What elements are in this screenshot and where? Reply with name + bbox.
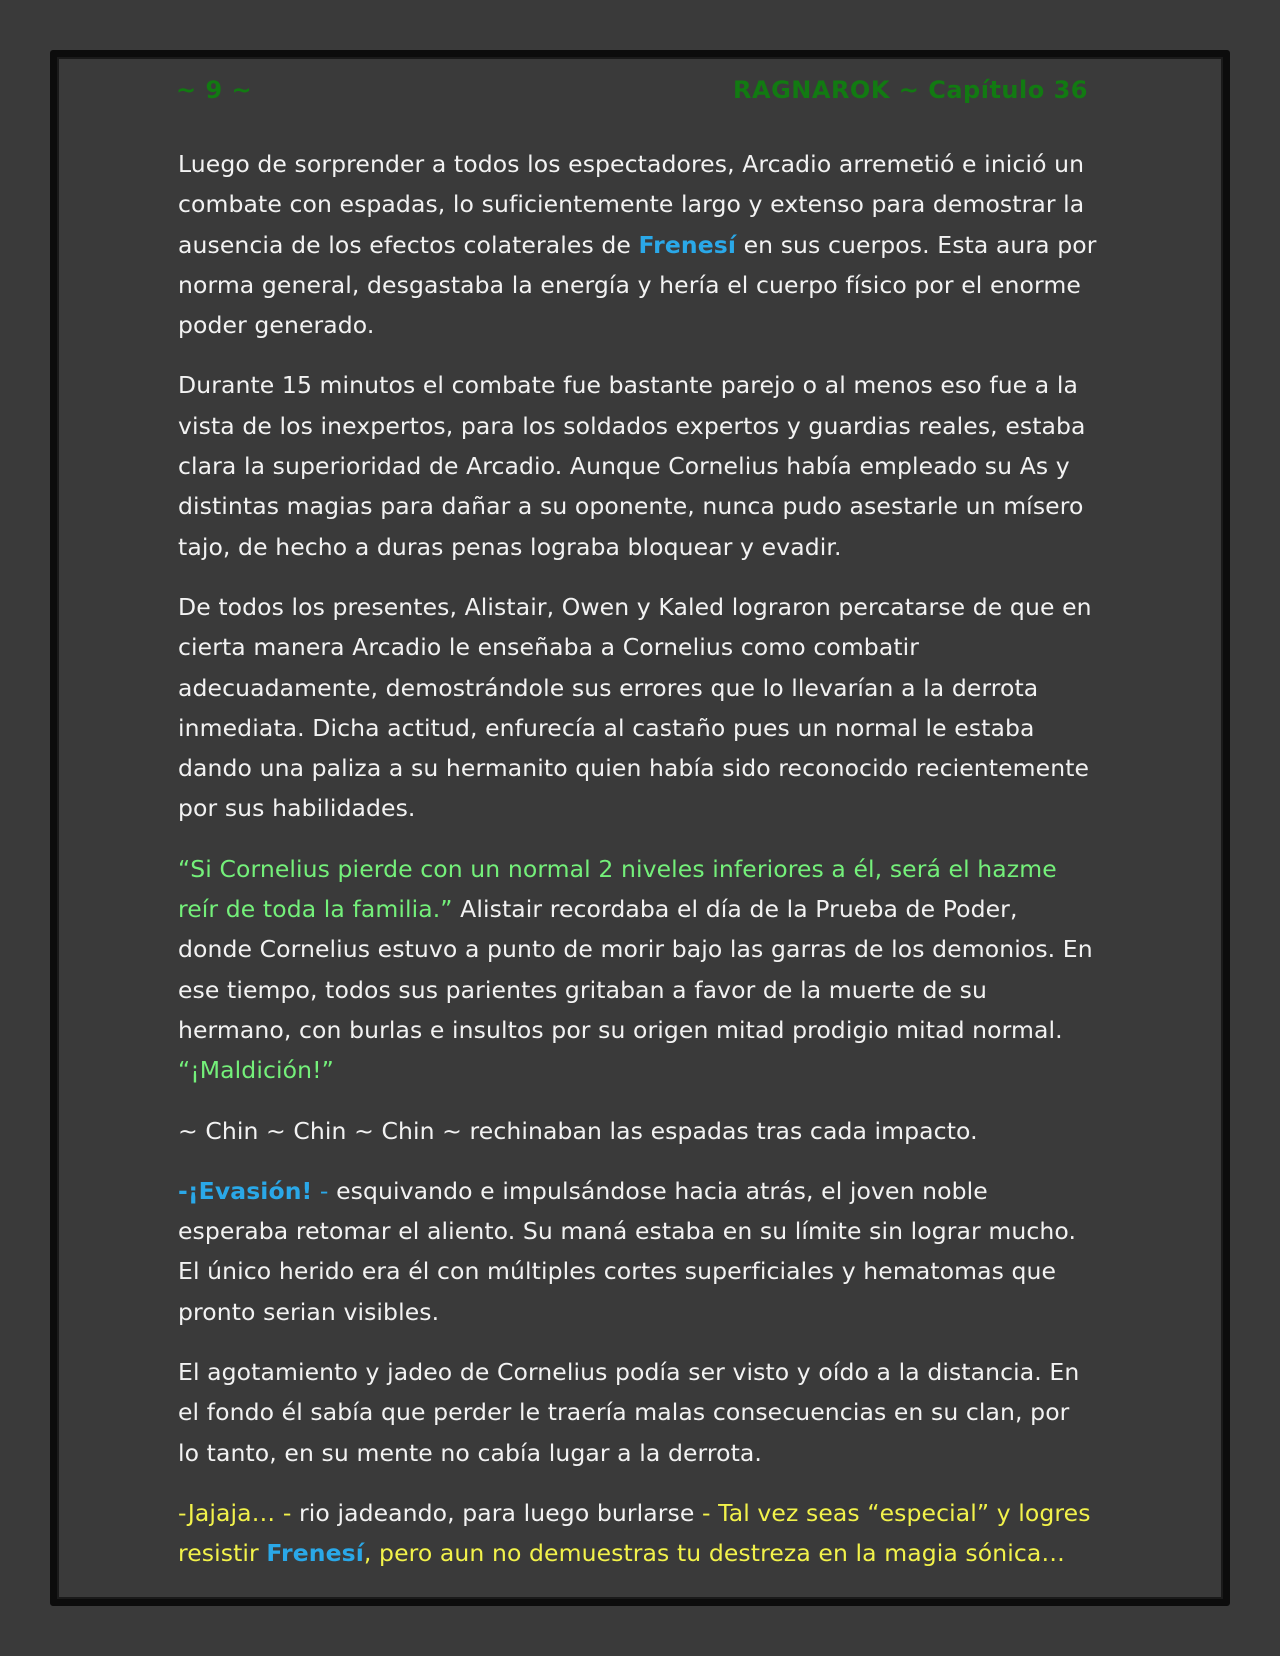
text-span: De todos los presentes, Alistair, Owen y Kaled lograron percatarse de que en cierta manera Arcadio le enseñaba a Cornelius como combatir adecuadamente, demostrándole sus errores que lo llevarían a la derrota inmediata. Dicha actitud, enfurecía al castaño pues un normal le estaba dando una paliza a su hermanito quien había sido reconocido recientemente por sus habilidades. xyxy=(178,592,1092,823)
page-header xyxy=(176,76,1088,116)
chapter-title: RAGNAROK ~ Capítulo 36 xyxy=(733,76,1088,104)
text-span: en sus cuerpos. Esta aura por norma general, desgastaba la energía y hería el cuerpo físico por el enorme poder generado. xyxy=(178,230,1097,340)
text-span: Durante 15 minutos el combate fue bastante parejo o al menos eso fue a la vista de los inexpertos, para los soldados expertos y guardias reales, estaba clara la superioridad de Arcadio. Aunque Cornelius había empleado su As y distintas magias para dañar a su oponente, nunca pudo asestarle un mísero tajo, de hecho a duras penas lograba bloquear y evadir. xyxy=(178,371,1086,561)
spell-evasion: -¡Evasión! xyxy=(178,1176,313,1205)
page-number: ~ 9 ~ xyxy=(176,76,253,104)
paragraph-2 xyxy=(178,365,1098,566)
paragraph-7 xyxy=(178,1352,1098,1473)
dialogue-taunt-end: , pero aun no demuestras tu destreza en la magia sónica… xyxy=(363,1539,1065,1568)
thought-exclamation: “¡Maldición!” xyxy=(178,1056,334,1085)
text-span: esquivando e impulsándose hacia atrás, el joven noble esperaba retomar el aliento. Su maná estaba en su límite sin lograr mucho. El único herido era él con múltiples cortes superficiales y hematomas que pronto serian visibles. xyxy=(178,1176,1077,1326)
paragraph-3 xyxy=(178,587,1098,829)
highlight-frenesi: Frenesí xyxy=(266,1539,364,1568)
text-span: ~ Chin ~ Chin ~ Chin ~ rechinaban las espadas tras cada impacto. xyxy=(178,1116,978,1145)
dialogue-laugh: -Jajaja… - xyxy=(178,1498,292,1527)
highlight-frenesi: Frenesí xyxy=(638,230,736,259)
thought-quote: “Si Cornelius pierde con un normal 2 niveles inferiores a él, será el hazme reír de toda la familia.” xyxy=(178,854,1057,924)
text-span: Luego de sorprender a todos los espectadores, Arcadio arremetió e inició un combate con espadas, lo suficientemente largo y extenso para demostrar la ausencia de los efectos colaterales de xyxy=(178,150,1085,259)
paragraph-1 xyxy=(178,144,1098,345)
paragraph-6 xyxy=(178,1171,1098,1332)
text-span: Alistair recordaba el día de la Prueba de Poder, donde Cornelius estuvo a punto de morir bajo las garras de los demonios. En ese tiempo, todos sus parientes gritaban a favor de la muerte de su hermano, con burlas e insultos por su origen mitad prodigio mitad normal. xyxy=(178,895,1093,1044)
text-span: rio jadeando, para luego burlarse xyxy=(291,1498,703,1527)
paragraph-4 xyxy=(178,849,1098,1091)
paragraph-8 xyxy=(178,1493,1098,1574)
text-span: El agotamiento y jadeo de Cornelius podía ser visto y oído a la distancia. En el fondo él sabía que perder le traería malas consecuencias en su clan, por lo tanto, en su mente no cabía lugar a la derrota. xyxy=(178,1358,1080,1467)
page-body xyxy=(178,144,1098,1594)
paragraph-5 xyxy=(178,1111,1098,1151)
dialogue-dash: - xyxy=(312,1176,337,1205)
dialogue-taunt: - Tal vez seas “especial” y logres resistir xyxy=(178,1498,1091,1568)
